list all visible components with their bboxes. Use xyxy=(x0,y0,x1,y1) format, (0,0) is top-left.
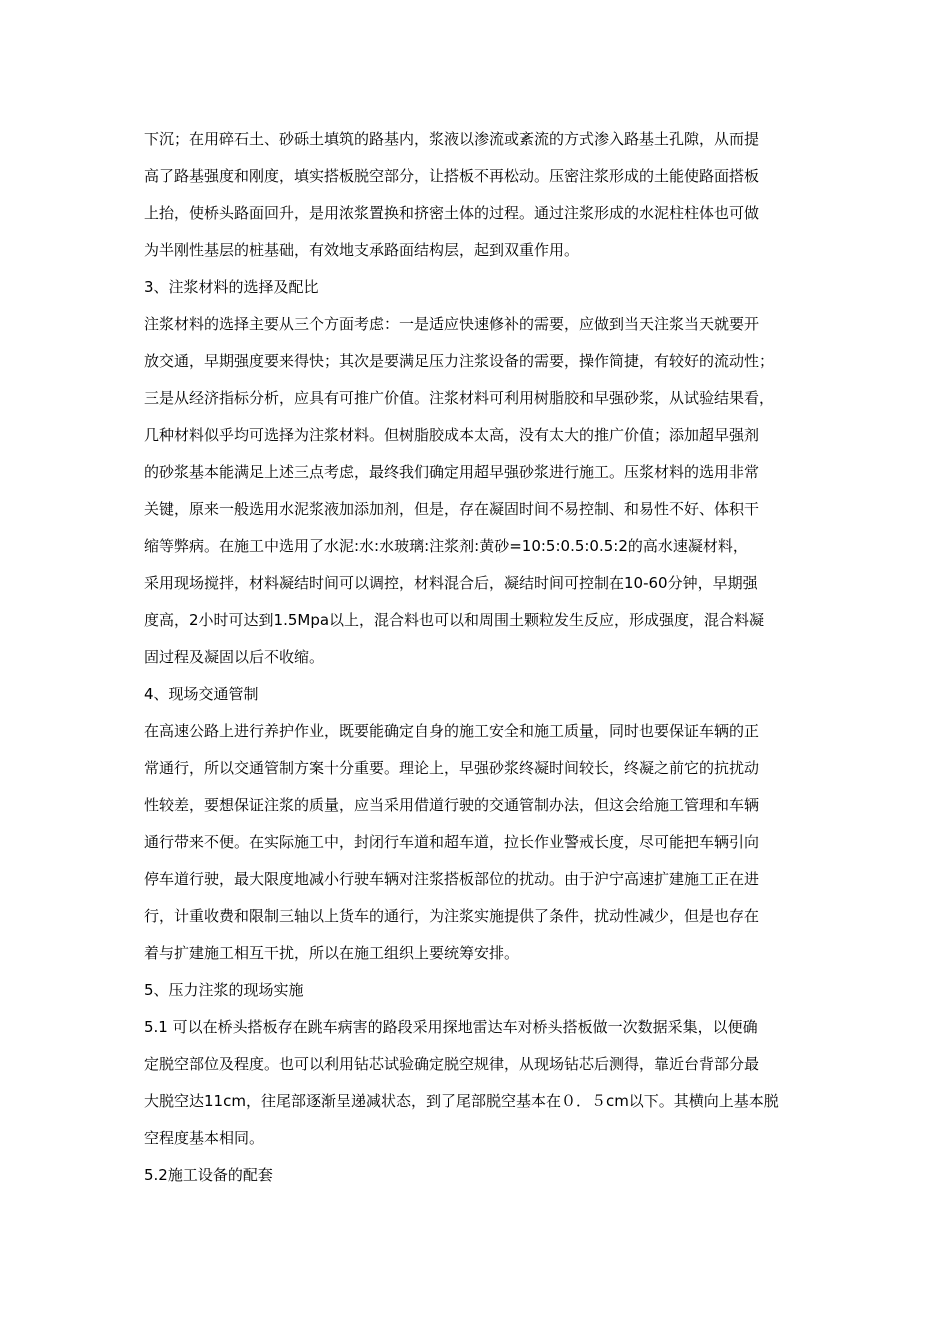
paragraph-line: 关键，原来一般选用水泥浆液加添加剂，但是，存在凝固时间不易控制、和易性不好、体积干 xyxy=(144,500,760,518)
paragraph-line: 上抬，使桥头路面回升，是用浓浆置换和挤密土体的过程。通过注浆形成的水泥柱柱体也可做 xyxy=(144,204,760,222)
section-heading-5: 5、压力注浆的现场实施 xyxy=(144,981,304,999)
paragraph-line: 通行带来不便。在实际施工中，封闭行车道和超车道，拉长作业警戒长度，尽可能把车辆引向 xyxy=(144,833,760,851)
paragraph-line: 为半刚性基层的桩基础，有效地支承路面结构层，起到双重作用。 xyxy=(144,241,580,259)
paragraph-line: 缩等弊病。在施工中选用了水泥:水:水玻璃:注浆剂:黄砂=10:5:0.5:0.5:2的高水速凝材料， xyxy=(144,537,748,555)
paragraph-line: 常通行，所以交通管制方案十分重要。理论上，早强砂浆终凝时间较长，终凝之前它的抗扰动 xyxy=(144,759,760,777)
paragraph-line: 下沉；在用碎石土、砂砾土填筑的路基内，浆液以渗流或紊流的方式渗入路基土孔隙，从而提 xyxy=(144,130,760,148)
document-body xyxy=(144,121,812,1194)
paragraph-line: 在高速公路上进行养护作业，既要能确定自身的施工安全和施工质量，同时也要保证车辆的正 xyxy=(144,722,760,740)
paragraph-line: 5.1 可以在桥头搭板存在跳车病害的路段采用探地雷达车对桥头搭板做一次数据采集，以便确 xyxy=(144,1018,758,1036)
paragraph-line: 性较差，要想保证注浆的质量，应当采用借道行驶的交通管制办法，但这会给施工管理和车辆 xyxy=(144,796,760,814)
paragraph-line: 度高，2小时可达到1.5Mpa以上，混合料也可以和周围土颗粒发生反应，形成强度，混合料凝 xyxy=(144,611,765,629)
section-heading-4: 4、现场交通管制 xyxy=(144,685,259,703)
subsection-heading-5-2: 5.2施工设备的配套 xyxy=(144,1166,273,1184)
paragraph-line: 采用现场搅拌，材料凝结时间可以调控，材料混合后，凝结时间可控制在10-60分钟，早期强 xyxy=(144,574,758,592)
paragraph-line: 几种材料似乎均可选择为注浆材料。但树脂胶成本太高，没有太大的推广价值；添加超早强剂 xyxy=(144,426,760,444)
paragraph-line: 的砂浆基本能满足上述三点考虑，最终我们确定用超早强砂浆进行施工。压浆材料的选用非常 xyxy=(144,463,760,481)
paragraph-line: 空程度基本相同。 xyxy=(144,1129,265,1147)
paragraph-line: 三是从经济指标分析，应具有可推广价值。注浆材料可利用树脂胶和早强砂浆，从试验结果看， xyxy=(144,389,775,407)
paragraph-line: 行，计重收费和限制三轴以上货车的通行，为注浆实施提供了条件，扰动性减少，但是也存在 xyxy=(144,907,760,925)
paragraph-line: 注浆材料的选择主要从三个方面考虑：一是适应快速修补的需要，应做到当天注浆当天就要开 xyxy=(144,315,760,333)
paragraph-line: 放交通，早期强度要来得快；其次是要满足压力注浆设备的需要，操作简捷，有较好的流动性； xyxy=(144,352,775,370)
paragraph-line: 大脱空达11cm，往尾部逐渐呈递减状态，到了尾部脱空基本在０．５cm以下。其横向上基本脱 xyxy=(144,1092,779,1110)
paragraph-line: 着与扩建施工相互干扰，所以在施工组织上要统筹安排。 xyxy=(144,944,520,962)
paragraph-line: 固过程及凝固以后不收缩。 xyxy=(144,648,325,666)
paragraph-line: 停车道行驶，最大限度地减小行驶车辆对注浆搭板部位的扰动。由于沪宁高速扩建施工正在进 xyxy=(144,870,760,888)
paragraph-line: 定脱空部位及程度。也可以利用钻芯试验确定脱空规律，从现场钻芯后测得，靠近台背部分最 xyxy=(144,1055,760,1073)
section-heading-3: 3、注浆材料的选择及配比 xyxy=(144,278,319,296)
paragraph-line: 高了路基强度和刚度，填实搭板脱空部分，让搭板不再松动。压密注浆形成的土能使路面搭板 xyxy=(144,167,760,185)
